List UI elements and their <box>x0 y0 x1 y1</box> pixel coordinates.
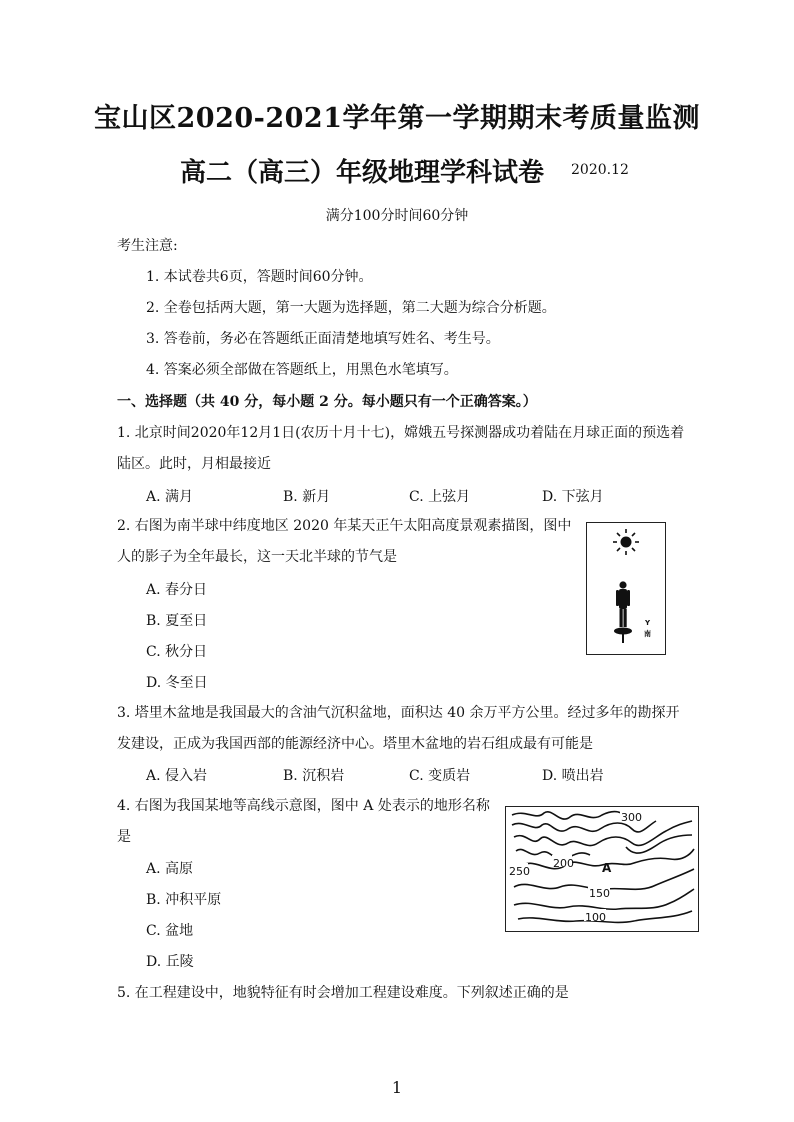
notice-item: 3. 答卷前，务必在答题纸正面清楚地填写姓名、考生号。 <box>146 331 500 347</box>
contour-label: 300 <box>621 811 642 824</box>
score-time-note: 满分100分时间60分钟 <box>325 208 469 224</box>
q4-option-b: B. 冲积平原 <box>146 892 222 908</box>
contour-map <box>505 806 699 932</box>
section-title: 一、选择题（共 40 分，每小题 2 分。每小题只有一个正确答案。） <box>117 394 537 410</box>
question-2-text: 2. 右图为南半球中纬度地区 2020 年某天正午太阳高度景观素描图，图中 <box>117 518 572 534</box>
q4-option-d: D. 丘陵 <box>146 954 194 970</box>
q3-option-a: A. 侵入岩 <box>146 768 208 784</box>
contour-label: 250 <box>509 865 530 878</box>
direction-label: 南 <box>644 630 651 638</box>
point-a-label: A <box>602 861 612 875</box>
q1-option-a: A. 满月 <box>146 489 194 505</box>
notice-item: 1. 本试卷共6页，答题时间60分钟。 <box>146 269 373 285</box>
sun-altitude-sketch <box>586 522 666 655</box>
question-5-text: 5. 在工程建设中，地貌特征有时会增加工程建设难度。下列叙述正确的是 <box>117 985 569 1001</box>
direction-label: Y <box>645 619 651 627</box>
question-4-text: 是 <box>117 829 131 845</box>
exam-title: 宝山区2020-2021学年第一学期期末考质量监测 <box>94 103 700 134</box>
question-3-text: 发建设，正成为我国西部的能源经济中心。塔里木盆地的岩石组成最有可能是 <box>117 736 593 752</box>
contour-label: 200 <box>553 857 574 870</box>
q2-option-c: C. 秋分日 <box>146 644 208 660</box>
exam-date: 2020.12 <box>571 162 629 178</box>
contour-label: 100 <box>585 911 606 924</box>
sun-icon <box>587 523 665 654</box>
question-1-text: 1. 北京时间2020年12月1日(农历十月十七)，嫦娥五号探测器成功着陆在月球正面的预选着 <box>117 425 685 441</box>
question-1-text: 陆区。此时，月相最接近 <box>117 456 271 472</box>
q4-option-c: C. 盆地 <box>146 923 194 939</box>
person-figure <box>616 581 630 627</box>
contour-label: 150 <box>589 887 610 900</box>
notice-item: 2. 全卷包括两大题，第一大题为选择题，第二大题为综合分析题。 <box>146 300 556 316</box>
q1-option-b: B. 新月 <box>283 489 331 505</box>
question-2-text: 人的影子为全年最长，这一天北半球的节气是 <box>117 549 397 565</box>
q2-option-b: B. 夏至日 <box>146 613 208 629</box>
exam-subtitle: 高二（高三）年级地理学科试卷 <box>180 158 545 188</box>
notice-heading: 考生注意: <box>117 238 178 254</box>
q1-option-c: C. 上弦月 <box>409 489 471 505</box>
q4-option-a: A. 高原 <box>146 861 194 877</box>
q2-option-d: D. 冬至日 <box>146 675 208 691</box>
q3-option-c: C. 变质岩 <box>409 768 471 784</box>
notice-item: 4. 答案必须全部做在答题纸上，用黑色水笔填写。 <box>146 362 458 378</box>
page-number: 1 <box>391 1078 403 1097</box>
q2-option-a: A. 春分日 <box>146 582 208 598</box>
q3-option-b: B. 沉积岩 <box>283 768 345 784</box>
q3-option-d: D. 喷出岩 <box>542 768 604 784</box>
question-3-text: 3. 塔里木盆地是我国最大的含油气沉积盆地，面积达 40 余万平方公里。经过多年的勘探开 <box>117 705 680 721</box>
question-4-text: 4. 右图为我国某地等高线示意图，图中 A 处表示的地形名称 <box>117 798 490 814</box>
q1-option-d: D. 下弦月 <box>542 489 604 505</box>
